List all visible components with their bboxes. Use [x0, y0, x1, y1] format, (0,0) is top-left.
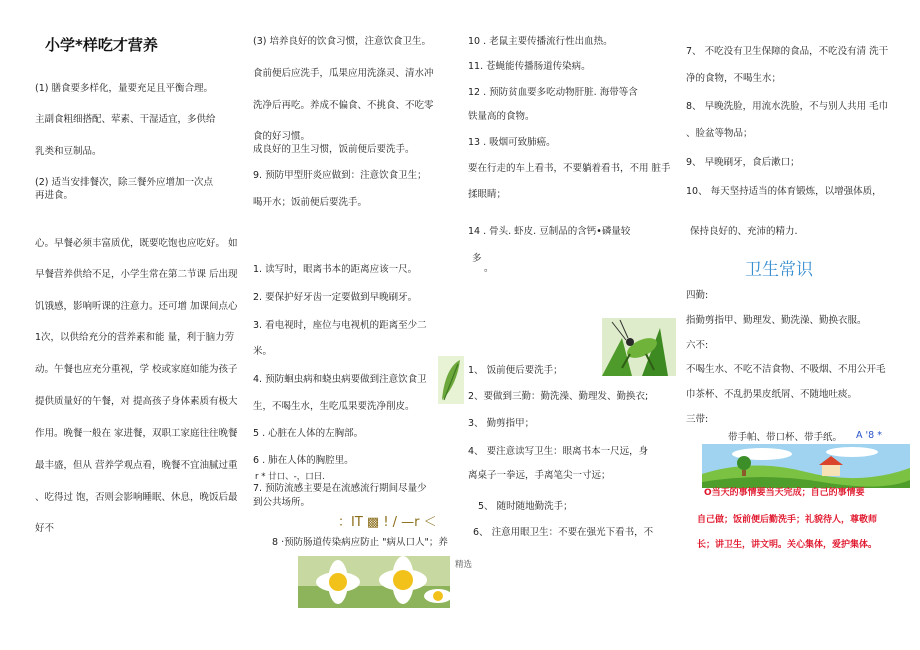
- text-line: 三带:: [686, 414, 709, 425]
- text-line: 6、 注意用眼卫生：不要在强光下看书，不: [473, 527, 654, 538]
- text-line: 11. 苍蝇能传播肠道传染病。: [468, 61, 591, 72]
- text-line: 铁量高的食物。: [468, 111, 535, 122]
- red-text-line: 长；讲卫生，讲文明。关心集体，爱护集体。: [697, 540, 878, 550]
- text-line: 9. 预防甲型肝炎应做到：注意饮食卫生；: [253, 170, 427, 181]
- red-text-line: 自己做；饭前便后勤洗手；礼貌待人，尊敬师: [697, 515, 878, 525]
- text-line: 多: [472, 253, 482, 264]
- text-line: (1) 膳食要多样化，量要充足且平衡合理。: [35, 83, 213, 94]
- text-line: 喝开水；饭前便后要洗手。: [253, 197, 368, 208]
- text-line: 带手帕、带口杯、带手纸。: [728, 432, 843, 443]
- text-line: 主副食粗细搭配、荤素、干湿适宜，多供给: [35, 114, 216, 125]
- text-line: 、脸盆等物品；: [686, 128, 753, 139]
- page-title: 小学*样吃才营养: [45, 36, 158, 54]
- text-line: 13 . 吸烟可致肺癌。: [468, 137, 556, 148]
- landscape-image: [702, 444, 910, 488]
- text-line: 动。午餐也应充分重视，学 校或家庭如能为孩子: [35, 364, 238, 375]
- text-line: 14 . 骨头. 虾皮. 豆制品的含钙•磷量较: [468, 226, 631, 237]
- text-line: 5、 随时随地勤洗手；: [478, 501, 573, 512]
- text-line: 食的好习惯。: [253, 131, 311, 142]
- text-line: 12 . 预防贫血要多吃动物肝脏. 海带等含: [468, 87, 638, 98]
- text-line: 、吃得过 饱，否则会影响睡眠、休息，晚饭后最: [35, 492, 238, 503]
- text-line: 到公共场所。: [253, 497, 311, 508]
- text-line: 四勤:: [686, 290, 709, 301]
- text-line: 6 . 肺在人体的胸腔里。: [253, 455, 354, 466]
- text-line: 再进食。: [35, 190, 74, 201]
- text-line: (2) 适当安排餐次，除三餐外应增加一次点: [35, 177, 213, 188]
- text-line: 不喝生水、不吃不洁食物、不吸烟、不用公开毛: [686, 364, 886, 375]
- flowers-image: [298, 556, 450, 608]
- grasshopper-image: [602, 318, 676, 376]
- text-line: 食前便后应洗手，瓜果应用洗涤灵、清水冲: [253, 68, 434, 79]
- text-line: 早餐营养供给不足，小学生常在第二节课 后出现: [35, 269, 238, 280]
- text-line: 保持良好的、充沛的精力.: [690, 226, 798, 237]
- text-line: (3) 培养良好的饮食习惯，注意饮食卫生。: [253, 36, 431, 47]
- text-line: 8、 早晚洗脸，用流水洗脸，不与别人共用 毛巾: [686, 101, 889, 112]
- text-line: 要在行走的车上看书，不要躺着看书，不用 脏手: [468, 163, 671, 174]
- text-line: 2. 要保护好牙齿一定要做到早晚刷牙。: [253, 292, 418, 303]
- text-line: 。: [484, 263, 494, 274]
- text-line: 1. 读写时，眼离书本的距离应该一尺。: [253, 264, 418, 275]
- text-line: 指勤剪指甲、勤理发、勤洗澡、勤换衣服。: [686, 315, 867, 326]
- text-line: 10、 每天坚持适当的体育锻炼，以增强体质，: [686, 186, 882, 197]
- text-line: 作用。晚餐一般在 家进餐，双职工家庭往往晚餐: [35, 428, 238, 439]
- text-line: r * 廿口、-，口曰.: [255, 472, 325, 482]
- text-line: 米。: [253, 346, 273, 357]
- text-line: 巾茶杯、不乱扔果皮纸屑、不随地吐痰。: [686, 389, 858, 400]
- text-line: 4、 要注意读写卫生：眼离书本一尺远，身: [468, 446, 649, 457]
- footer-label: 精选: [455, 560, 473, 570]
- text-line: 洗净后再吃。养成不偏食、不挑食、不吃零: [253, 100, 434, 111]
- text-line: 成良好的卫生习惯，饭前便后要洗手。: [253, 144, 415, 155]
- text-line: 7、 不吃没有卫生保障的食品，不吃没有清 洗干: [686, 46, 889, 57]
- text-line: 离桌子一拳远，手离笔尖一寸远；: [468, 470, 611, 481]
- text-line: 9、 早晚刷牙，食后漱口；: [686, 157, 800, 168]
- text-line: 8 ·预防肠道传染病应防止 "病从口人"；养: [272, 537, 448, 548]
- text-line: 净的食物，不喝生水；: [686, 73, 782, 84]
- red-text-line: O当天的事情要当天完成；自己的事情要: [704, 488, 865, 498]
- text-line: 最丰盛，但从 营养学观点看，晚餐不宜油腻过重: [35, 460, 238, 471]
- section-heading: 卫生常识: [745, 260, 813, 280]
- text-line: 六不:: [686, 340, 709, 351]
- text-line: 4. 预防蛔虫病和蛲虫病要做到注意饮食卫: [253, 374, 427, 385]
- text-line: A '8 *: [856, 430, 882, 441]
- text-line: 饥饿感，影响听课的注意力。还可增 加课间点心: [35, 301, 238, 312]
- text-line: 10 . 老鼠主要传播流行性出血热。: [468, 36, 613, 47]
- text-line: 生，不喝生水，生吃瓜果要洗净削皮。: [253, 401, 415, 412]
- text-line: 心。早餐必须丰富质优，既要吃饱也应吃好。 如: [35, 238, 238, 249]
- text-line: 5 . 心脏在人体的左胸部。: [253, 428, 364, 439]
- text-line: 提供质量好的午餐，对 提高孩子身体素质有极大: [35, 396, 238, 407]
- text-line: 7. 预防流感主要是在流感流行期间尽量少: [253, 483, 427, 494]
- text-line: 乳类和豆制品。: [35, 146, 102, 157]
- text-line: 3. 看电视时，座位与电视机的距离至少二: [253, 320, 427, 331]
- text-line: 揉眼睛；: [468, 189, 507, 200]
- text-line: 1、 饭前便后要洗手；: [468, 365, 563, 376]
- garbled-text: ：IT ▩ ! / —r ＜: [338, 515, 437, 530]
- text-line: 3、 勤剪指甲；: [468, 418, 535, 429]
- leaf-image: [438, 356, 464, 404]
- text-line: 1次，以供给充分的营养素和能 量，利于脑力劳: [35, 332, 235, 343]
- text-line: 好不: [35, 523, 55, 534]
- text-line: 2、要做到三勤：勤洗澡、勤理发、勤换衣;: [468, 391, 649, 402]
